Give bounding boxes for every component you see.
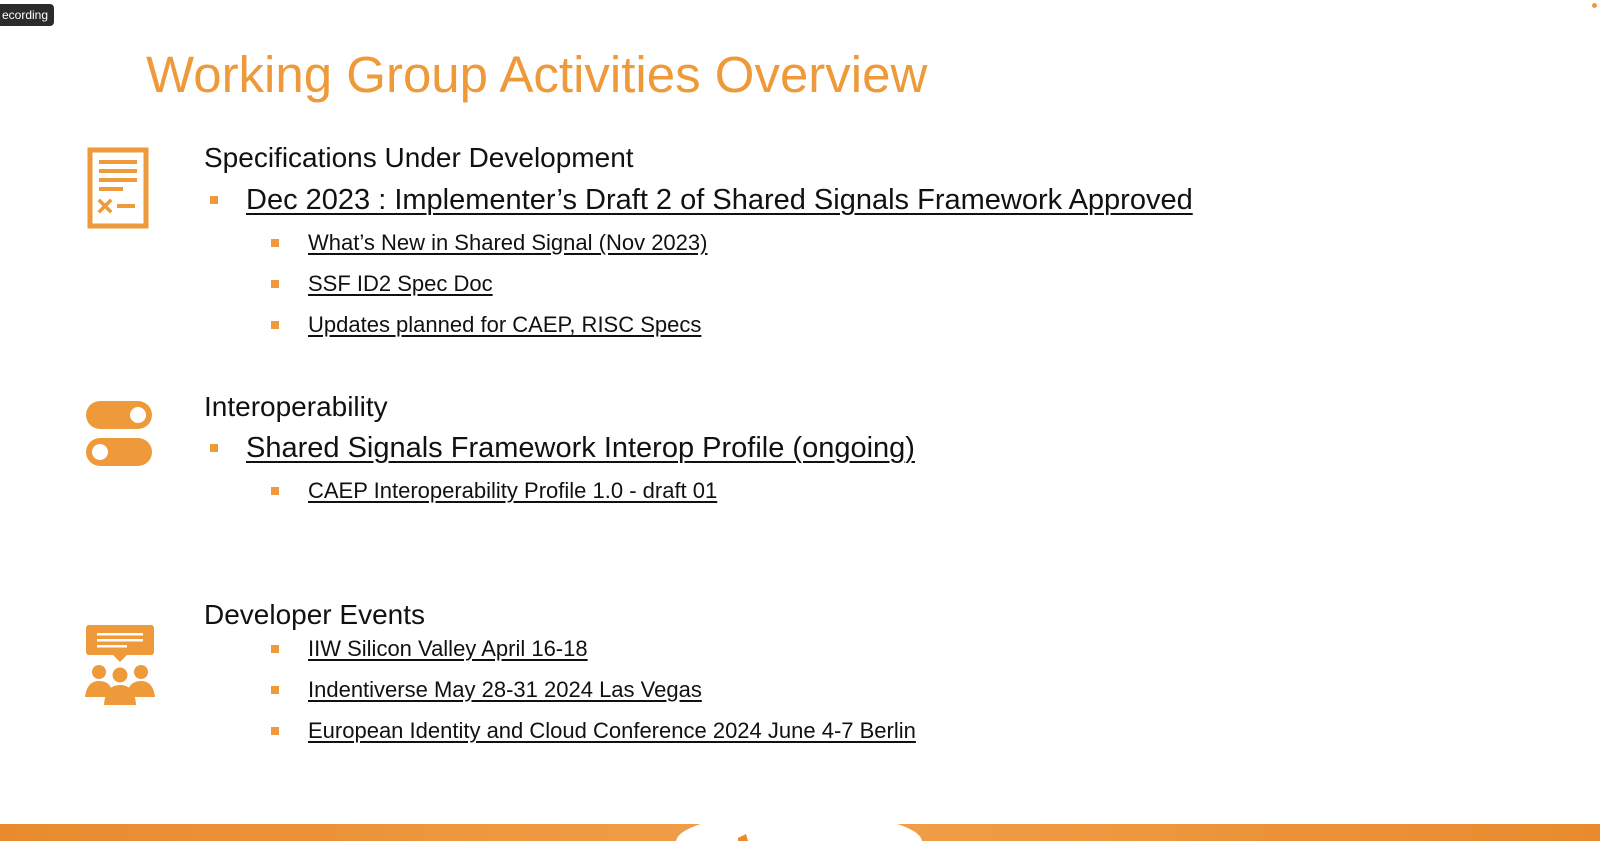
bullet — [271, 239, 279, 247]
list-item-whats-new — [271, 228, 707, 258]
list-item-ssf-id2-spec — [271, 269, 493, 299]
link-interop-profile[interactable]: Shared Signals Framework Interop Profile (ongoing) — [246, 431, 915, 464]
toggle-switches-icon — [85, 399, 153, 469]
bullet — [271, 645, 279, 653]
section-heading-developer-events: Developer Events — [204, 599, 426, 630]
corner-indicator — [1592, 3, 1597, 8]
bullet — [271, 280, 279, 288]
bullet — [271, 727, 279, 735]
link-updates-planned[interactable]: Updates planned for CAEP, RISC Specs — [308, 312, 702, 337]
list-item-identiverse — [271, 675, 702, 705]
list-item-updates-planned — [271, 310, 701, 340]
link-id2-approved[interactable]: Dec 2023 : Implementer’s Draft 2 of Shared Signals Framework Approved — [246, 183, 1193, 216]
bullet — [271, 686, 279, 694]
slide-title: Working Group Activities Overview — [146, 46, 928, 103]
list-item-iiw — [271, 634, 588, 664]
section-heading-specifications: Specifications Under Development — [204, 142, 634, 173]
bullet — [210, 196, 218, 204]
section-heading-interoperability: Interoperability — [204, 391, 388, 422]
link-identiverse[interactable]: Indentiverse May 28-31 2024 Las Vegas — [308, 677, 702, 702]
link-caep-interop[interactable]: CAEP Interoperability Profile 1.0 - draft 01 — [308, 478, 718, 503]
bullet — [271, 321, 279, 329]
list-item-interop-profile — [210, 428, 915, 468]
document-icon — [87, 147, 149, 229]
footer-logo-mark — [738, 834, 748, 841]
recording-badge: ecording — [0, 4, 54, 26]
link-iiw[interactable]: IIW Silicon Valley April 16-18 — [308, 636, 588, 661]
list-item-caep-interop — [271, 476, 717, 506]
list-item-id2-approved — [210, 180, 1193, 220]
link-whats-new[interactable]: What’s New in Shared Signal (Nov 2023) — [308, 230, 708, 255]
link-ssf-id2-spec[interactable]: SSF ID2 Spec Doc — [308, 271, 493, 296]
bullet — [210, 444, 218, 452]
bullet — [271, 487, 279, 495]
footer-logo-area — [676, 812, 922, 841]
link-eic[interactable]: European Identity and Cloud Conference 2024 June 4-7 Berlin — [308, 718, 916, 743]
list-item-eic — [271, 716, 916, 746]
presentation-audience-icon — [85, 624, 155, 706]
